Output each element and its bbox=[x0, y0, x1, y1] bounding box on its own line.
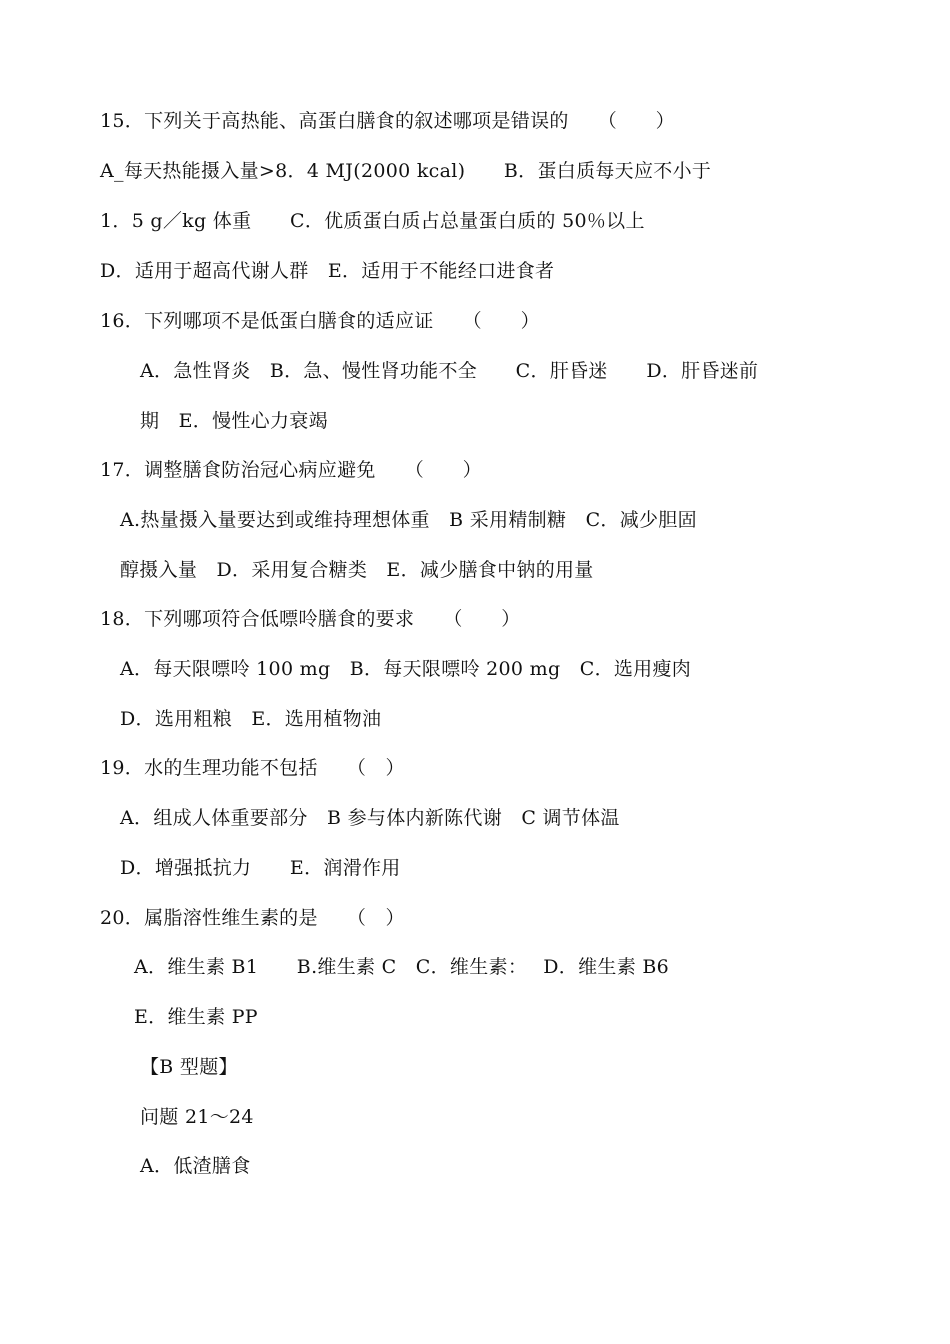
question-16-options-line-1: A．急性肾炎 B．急、慢性肾功能不全 C．肝昏迷 D．肝昏迷前 bbox=[140, 360, 759, 382]
question-20-stem: 20．属脂溶性维生素的是 （ ） bbox=[100, 907, 405, 929]
section-heading-b-type: 【B 型题】 bbox=[140, 1056, 238, 1078]
question-17-stem: 17．调整膳食防治冠心病应避免 （ ） bbox=[100, 459, 482, 481]
question-15-stem: 15．下列关于高热能、高蛋白膳食的叙述哪项是错误的 （ ） bbox=[100, 110, 675, 132]
question-19-options-line-1: A．组成人体重要部分 B 参与体内新陈代谢 C 调节体温 bbox=[120, 807, 620, 829]
question-16-options-line-2: 期 E．慢性心力衰竭 bbox=[140, 410, 328, 432]
question-15-options-line-3: D．适用于超高代谢人群 E．适用于不能经口进食者 bbox=[100, 260, 555, 282]
question-20-options-line-2: E．维生素 PP bbox=[134, 1006, 258, 1028]
question-15-options-line-1: A_每天热能摄入量>8．4 MJ(2000 kcal) B．蛋白质每天应不小于 bbox=[100, 160, 712, 182]
question-16-stem: 16．下列哪项不是低蛋白膳食的适应证 （ ） bbox=[100, 310, 540, 332]
question-17-options-line-2: 醇摄入量 D．采用复合糖类 E．减少膳食中钠的用量 bbox=[120, 559, 594, 581]
question-group-option-a: A．低渣膳食 bbox=[140, 1155, 251, 1177]
question-19-options-line-2: D．增强抵抗力 E．润滑作用 bbox=[120, 857, 401, 879]
question-18-options-line-2: D．选用粗粮 E．选用植物油 bbox=[120, 708, 382, 730]
question-18-options-line-1: A．每天限嘌呤 100 mg B．每天限嘌呤 200 mg C．选用瘦肉 bbox=[120, 658, 692, 680]
question-15-options-line-2: 1．5 g／kg 体重 C．优质蛋白质占总量蛋白质的 50％以上 bbox=[100, 210, 645, 232]
question-group-21-24: 问题 21～24 bbox=[140, 1106, 254, 1128]
question-17-options-line-1: A.热量摄入量要达到或维持理想体重 B 采用精制糖 C．减少胆固 bbox=[120, 509, 697, 531]
question-19-stem: 19．水的生理功能不包括 （ ） bbox=[100, 757, 405, 779]
question-18-stem: 18．下列哪项符合低嘌呤膳食的要求 （ ） bbox=[100, 608, 521, 630]
question-20-options-line-1: A．维生素 B1 B.维生素 C C．维生素： D．维生素 B6 bbox=[134, 956, 669, 978]
